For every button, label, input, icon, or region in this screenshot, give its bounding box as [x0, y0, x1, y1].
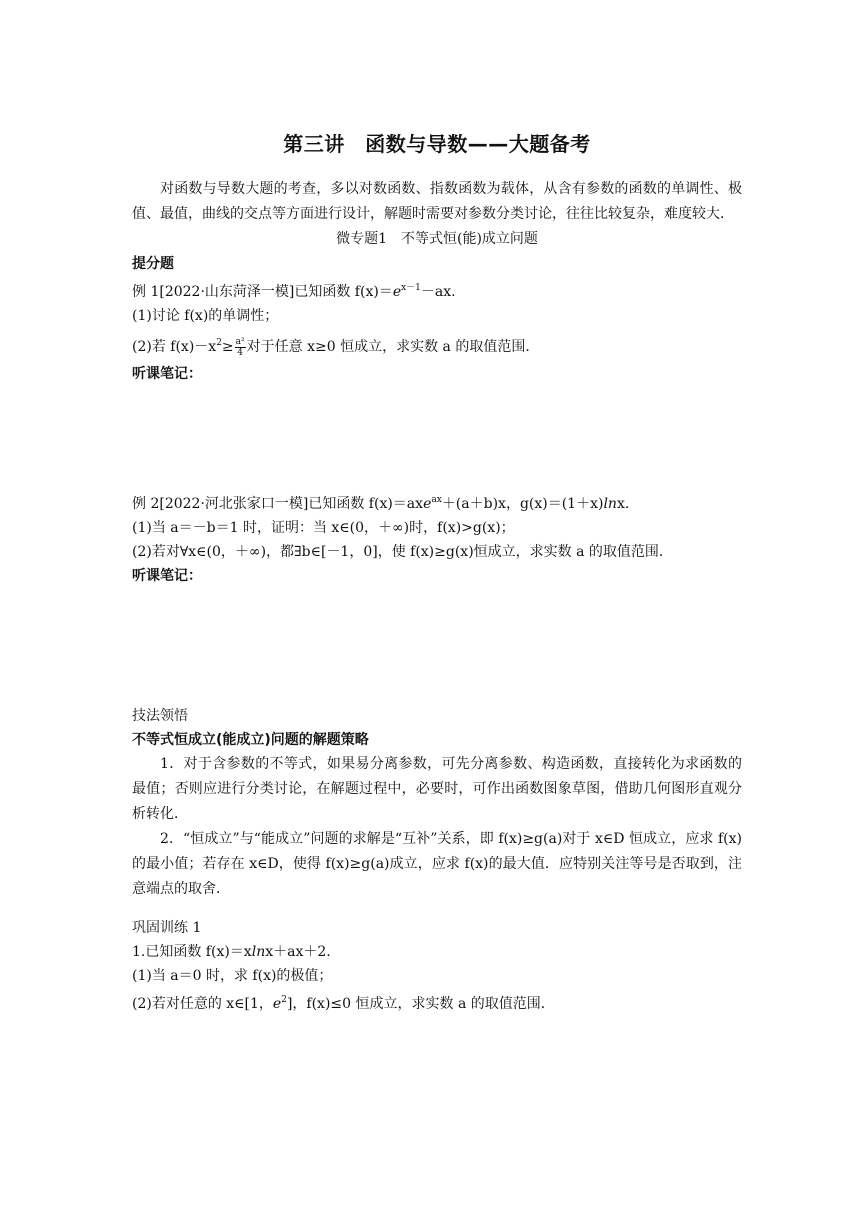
- ex2-ln: ln: [603, 496, 617, 512]
- example-2-statement: [132, 488, 742, 516]
- example-2-notes-area: [132, 588, 742, 704]
- ex1-q2-fraction: [235, 337, 246, 358]
- page-title: 第三讲 函数与导数——大题备考: [283, 132, 591, 156]
- practice-q2-a: (2)若对任意的 x∈[1，: [132, 996, 273, 1012]
- ex1-e: e: [392, 284, 402, 300]
- practice-statement: [132, 940, 742, 964]
- example-1-notes-area: [132, 386, 742, 488]
- section-label: 提分题: [132, 256, 174, 272]
- fraction-denominator: 4: [237, 347, 244, 358]
- fraction-numerator: a²: [235, 336, 245, 347]
- method-label: 技法领悟: [132, 708, 188, 724]
- practice-q2-e: e: [272, 996, 282, 1012]
- ex2-head: 例 2[2022·河北张家口一模]已知函数 f(x)＝ax: [132, 496, 424, 512]
- example-1-question-2: [132, 328, 742, 362]
- practice-question-2: [132, 988, 742, 1016]
- ex2-e: e: [423, 496, 432, 512]
- practice-head: 1.已知函数 f(x)＝x: [132, 944, 252, 960]
- ex1-exponent: x－1: [401, 283, 421, 293]
- page-content: [132, 128, 742, 1016]
- practice-tail: x＋ax＋2.: [265, 944, 331, 960]
- ex1-tail: －ax.: [420, 284, 456, 300]
- method-point-2: 2．“恒成立”与“能成立”问题的求解是“互补”关系，即 f(x)≥g(a)对于 x∈D 恒成立，应求 f(x)的最小值；若存在 x∈D，使得 f(x)≥g(a)成立，应求 f(x)的最大值．应特别关注等号是否取到，注意端点的取舍．: [132, 831, 742, 897]
- spacer: [132, 902, 742, 916]
- practice-ln: ln: [251, 944, 266, 960]
- method-point-1: 1．对于含参数的不等式，如果易分离参数，可先分离参数、构造函数，直接转化为求函数的最值；否则应进行分类讨论，在解题过程中，必要时，可作出函数图象草图，借助几何图形直观分析转化．: [132, 756, 742, 822]
- example-2-question-2: (2)若对∀x∈(0，＋∞)，都∃b∈[－1，0]，使 f(x)≥g(x)恒成立，求实数 a 的取值范围．: [132, 544, 673, 560]
- ex1-q2-b: 对于任意 x≥0 恒成立，求实数 a 的取值范围．: [246, 339, 540, 355]
- example-2-notes-label: 听课笔记：: [132, 568, 202, 584]
- method-heading: 不等式恒成立(能成立)问题的解题策略: [132, 732, 369, 748]
- practice-q2-square: 2: [281, 995, 287, 1005]
- practice-label: 巩固训练 1: [132, 920, 202, 936]
- practice-question-1: (1)当 a＝0 时，求 f(x)的极值；: [132, 968, 333, 984]
- ex1-q2-a: (2)若 f(x)－x: [132, 339, 217, 355]
- example-1-notes-label: 听课笔记：: [132, 366, 202, 382]
- intro-paragraph: 对函数与导数大题的考查，多以对数函数、指数函数为载体，从含有参数的函数的单调性、极值、最值，曲线的交点等方面进行设计，解题时需要对参数分类讨论，往往比较复杂，难度较大．: [132, 181, 742, 222]
- example-1-statement: [132, 276, 742, 304]
- ex1-q2-square: 2: [216, 338, 222, 348]
- ex2-mid: ＋(a＋b)x，g(x)＝(1＋x): [441, 496, 604, 512]
- ex2-exponent: ax: [431, 495, 442, 505]
- example-2-question-1: (1)当 a＝－b＝1 时，证明：当 x∈(0，＋∞)时，f(x)>g(x)；: [132, 520, 515, 536]
- example-1-question-1: (1)讨论 f(x)的单调性；: [132, 308, 279, 324]
- ex1-head: 例 1[2022·山东菏泽一模]已知函数 f(x)＝: [132, 284, 393, 300]
- subtopic-title: 微专题1 不等式恒(能)成立问题: [336, 231, 538, 247]
- practice-q2-b: ]，f(x)≤0 恒成立，求实数 a 的取值范围．: [286, 996, 555, 1012]
- ex1-q2-ge: ≥: [221, 339, 234, 355]
- ex2-tail: x.: [616, 496, 630, 512]
